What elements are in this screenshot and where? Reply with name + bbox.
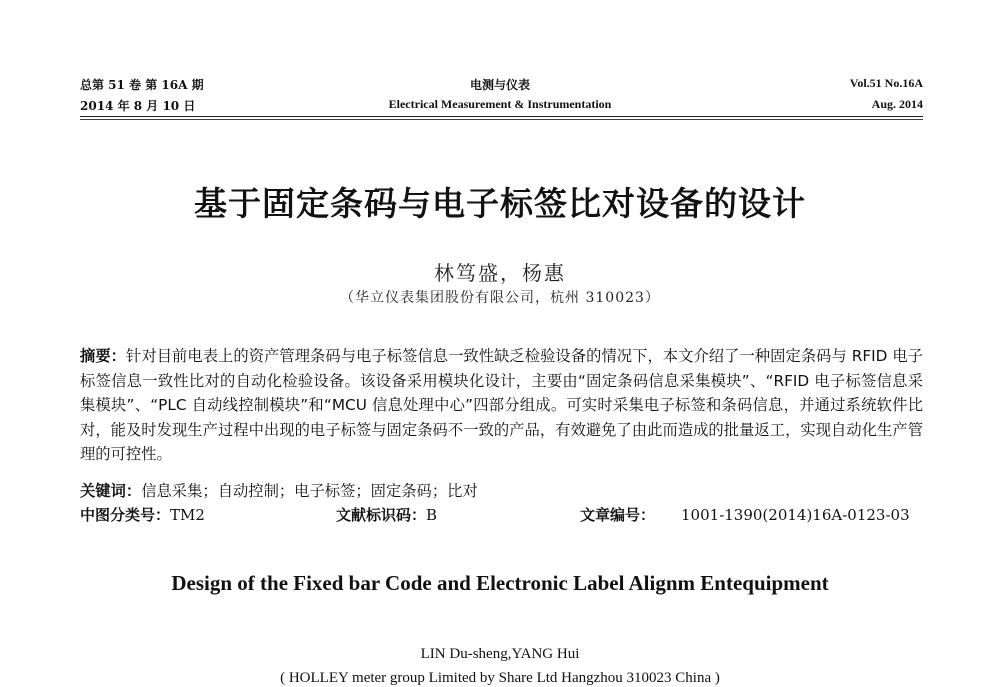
header-journal-cn: 电测与仪表 bbox=[469, 78, 530, 92]
clc-value: TM2 bbox=[170, 506, 205, 524]
paper-title-cn: 基于固定条码与电子标签比对设备的设计 bbox=[194, 184, 806, 223]
abstract-block bbox=[80, 344, 923, 467]
keywords-text: 信息采集；自动控制；电子标签；固定条码；比对 bbox=[141, 482, 478, 500]
affiliation-cn: （华立仪表集团股份有限公司，杭州 310023） bbox=[340, 290, 660, 306]
clc-entry bbox=[80, 504, 205, 525]
doc-code-value: B bbox=[426, 506, 438, 524]
header-date-cn: 2014 年 8 月 10 日 bbox=[80, 99, 196, 113]
header-journal-en: Electrical Measurement & Instrumentation bbox=[388, 97, 612, 111]
article-no-label: 文章编号： bbox=[580, 506, 656, 524]
header-rule-bottom bbox=[80, 119, 923, 120]
keywords-label: 关键词： bbox=[80, 482, 142, 500]
header-volume-cn: 总第 51 卷 第 16A 期 bbox=[80, 78, 204, 92]
header-date-en: Aug. 2014 bbox=[871, 97, 923, 111]
authors-cn: 林笃盛，杨惠 bbox=[434, 261, 566, 285]
article-no-entry bbox=[580, 504, 910, 525]
abstract-label: 摘要： bbox=[80, 347, 127, 365]
article-no-value: 1001-1390(2014)16A-0123-03 bbox=[681, 506, 910, 524]
header-rule-top bbox=[80, 116, 923, 117]
affiliation-en: ( HOLLEY meter group Limited by Share Ltd Hangzhou 310023 China ) bbox=[280, 670, 720, 686]
abstract-text: 针对目前电表上的资产管理条码与电子标签信息一致性缺乏检验设备的情况下，本文介绍了一种固定条码与 RFID 电子标签信息一致性比对的自动化检验设备。该设备采用模块化设计，主要由“固定条码信息采集模块”、“RFID 电子标签信息采集模块”、“PLC 自动线控制模块”和“MCU 信息处理中心”四部分组成。可实时采集电子标签和条码信息，并通过系统软件比对，能及时发现生产过程中出现的电子标签与固定条码不一致的产品，有效避免了由此而造成的批量返工，实现自动化生产管理的可控性。 bbox=[80, 347, 923, 464]
keywords-block bbox=[80, 479, 478, 501]
authors-en: LIN Du-sheng,YANG Hui bbox=[420, 646, 580, 662]
header-volume-en: Vol.51 No.16A bbox=[849, 76, 923, 90]
clc-label: 中图分类号： bbox=[80, 506, 171, 524]
paper-title-en: Design of the Fixed bar Code and Electronic Label Alignm Entequipment bbox=[171, 571, 829, 595]
doc-code-entry bbox=[336, 504, 437, 525]
doc-code-label: 文献标识码： bbox=[336, 506, 427, 524]
